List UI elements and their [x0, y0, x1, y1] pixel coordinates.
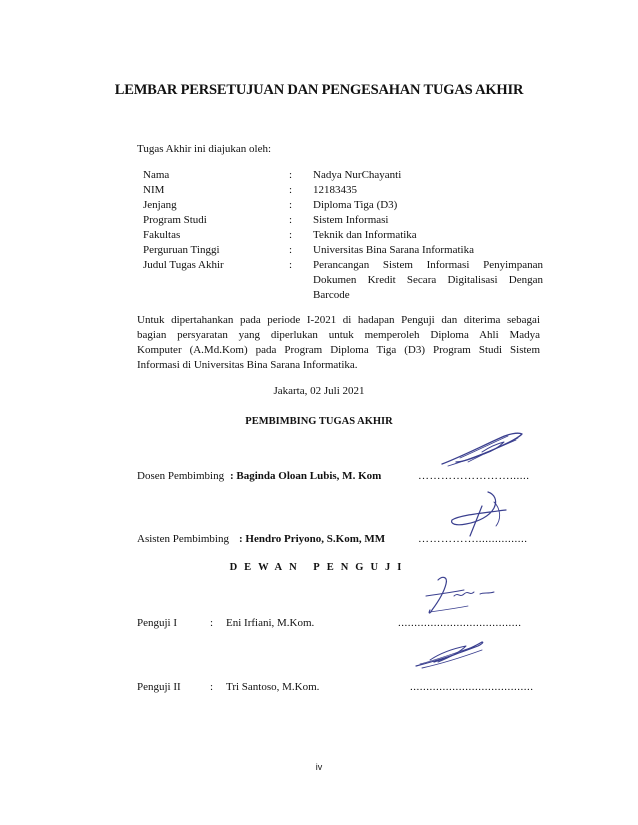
info-row-program-studi	[143, 213, 543, 228]
intro-text: Tugas Akhir ini diajukan oleh:	[137, 143, 272, 155]
asisten-signature-line: ……………................	[418, 533, 528, 545]
judul-line: Dokumen Kredit Secara Digitalisasi Dengan	[313, 274, 543, 286]
info-label: Nama	[143, 169, 170, 181]
info-label: Judul Tugas Akhir	[143, 259, 224, 271]
penguji-2-name: Tri Santoso, M.Kom.	[226, 681, 320, 693]
info-label: Fakultas	[143, 229, 181, 241]
info-row-jenjang	[143, 198, 543, 213]
info-row-nama	[143, 168, 543, 183]
info-separator: :	[289, 169, 293, 181]
info-separator: :	[289, 199, 293, 211]
info-row-nim	[143, 183, 543, 198]
judul-line: Perancangan Sistem Informasi Penyimpanan	[313, 259, 543, 271]
info-label: Perguruan Tinggi	[143, 244, 220, 256]
info-value: 12183435	[313, 184, 357, 196]
info-value: Universitas Bina Sarana Informatika	[313, 244, 474, 256]
info-separator: :	[289, 244, 293, 256]
asisten-name: : Hendro Priyono, S.Kom, MM	[239, 533, 386, 545]
info-row-perguruan-tinggi	[143, 243, 543, 258]
asisten-label: Asisten Pembimbing	[137, 533, 229, 545]
info-label: Program Studi	[143, 214, 207, 226]
info-separator: :	[289, 229, 293, 241]
dosen-signature-icon	[438, 428, 528, 470]
info-label: Jenjang	[143, 199, 177, 211]
info-value: Nadya NurChayanti	[313, 169, 402, 181]
penguji-2-signature-icon	[412, 638, 486, 672]
penguji-2-separator: :	[210, 681, 214, 693]
info-value: Teknik dan Informatika	[313, 229, 417, 241]
info-value: Diploma Tiga (D3)	[313, 199, 398, 211]
place-date: Jakarta, 02 Juli 2021	[273, 385, 365, 397]
penguji-1-separator: :	[210, 617, 214, 629]
penguji-1-signature-line: ......................................	[398, 617, 522, 629]
info-separator: :	[289, 214, 293, 226]
penguji-1-signature-icon	[424, 574, 500, 618]
info-value: Sistem Informasi	[313, 214, 389, 226]
penguji-2-signature-line: ......................................	[410, 681, 534, 693]
info-label: NIM	[143, 184, 165, 196]
info-separator: :	[289, 184, 293, 196]
dosen-signature-line: ……………………......	[418, 470, 530, 482]
pembimbing-heading: PEMBIMBING TUGAS AKHIR	[245, 416, 393, 427]
student-info-table	[143, 168, 543, 303]
info-value-judul	[313, 258, 543, 303]
dosen-name: : Baginda Oloan Lubis, M. Kom	[230, 470, 382, 482]
approval-paragraph	[137, 313, 540, 373]
info-row-fakultas	[143, 228, 543, 243]
paragraph-line: Untuk dipertahankan pada periode I-2021 di hadapan Penguji dan diterima sebagai	[137, 314, 540, 326]
penguji-1-name: Eni Irfiani, M.Kom.	[226, 617, 315, 629]
page-number: iv	[315, 762, 323, 772]
paragraph-line: bagian persyaratan yang diperlukan untuk memperoleh Diploma Ahli Madya	[137, 329, 540, 341]
page-title: LEMBAR PERSETUJUAN DAN PENGESAHAN TUGAS AKHIR	[114, 82, 524, 98]
paragraph-line: Informasi di Universitas Bina Sarana Informatika.	[137, 359, 358, 371]
info-row-judul	[143, 258, 543, 303]
paragraph-line: Komputer (A.Md.Kom) pada Program Diploma Tiga (D3) Program Studi Sistem	[137, 344, 540, 356]
info-separator: :	[289, 259, 293, 271]
dosen-label: Dosen Pembimbing	[137, 470, 225, 482]
judul-line: Barcode	[313, 289, 350, 301]
dewan-penguji-heading: DEWAN PENGUJI	[229, 562, 409, 573]
penguji-1-label: Penguji I	[137, 617, 178, 629]
penguji-2-label: Penguji II	[137, 681, 181, 693]
